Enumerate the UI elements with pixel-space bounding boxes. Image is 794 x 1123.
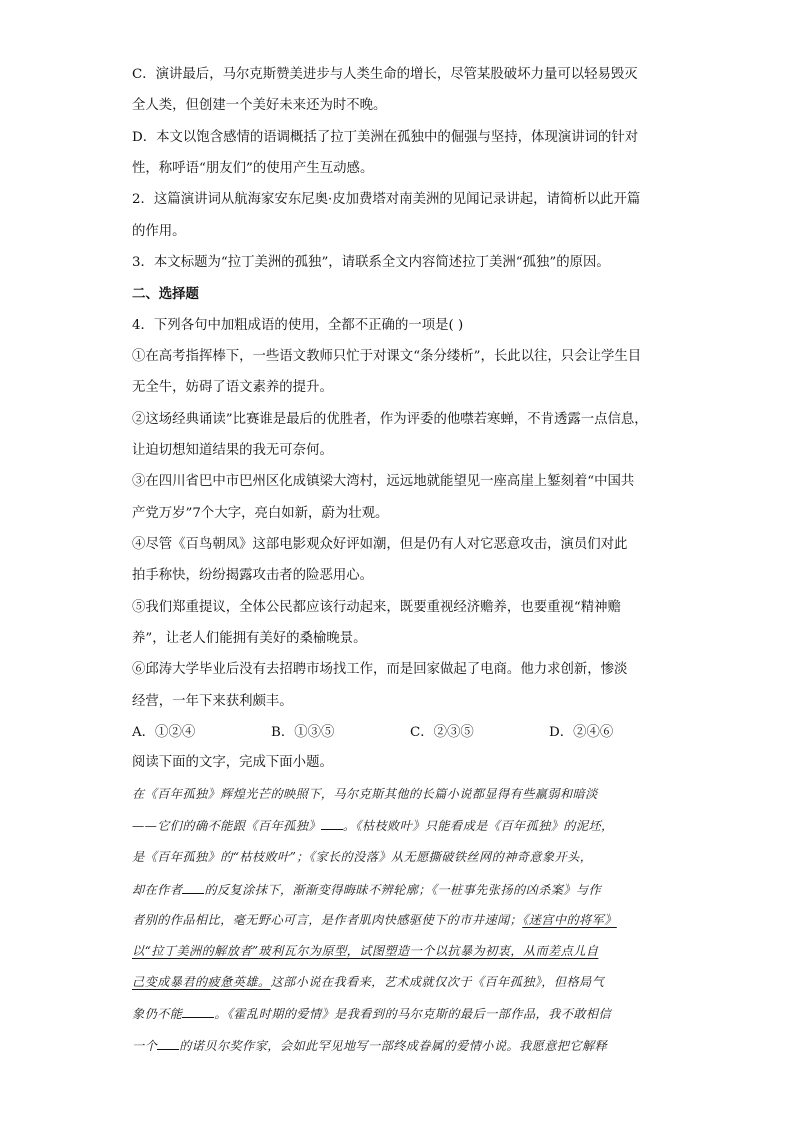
blank-2 (182, 880, 204, 894)
passage-line5 (132, 911, 672, 929)
q4-sentence1-line2: 无全牛，妨碍了语文素养的提升。 (132, 380, 333, 395)
q1-option-c-line1: C．演讲最后，马尔克斯赞美进步与人类生命的增长，尽管某股破坏力量可以轻易毁灭 (132, 67, 638, 82)
passage-line8 (132, 1004, 672, 1023)
passage-line8-a: 象仍不能 (132, 1007, 183, 1021)
passage-line1: 在《百年孤独》辉煌光芒的映照下，马尔克斯其他的长篇小说都显得有些羸弱和暗淡 (132, 787, 598, 801)
q4-sentence1-line1: ①在高考指挥棒下，一些语文教师只忙于对课文“条分缕析”，长此以往，只会让学生目 (132, 349, 642, 364)
passage-line7 (132, 973, 672, 991)
passage-line9-b: 的诺贝尔奖作家，会如此罕见地写一部终成眷属的爱情小说。我愿意把它解释 (179, 1039, 608, 1053)
passage-line9-a: 一个 (132, 1039, 158, 1053)
blank-4 (157, 1036, 179, 1050)
reading-intro: 阅读下面的文字，完成下面小题。 (132, 755, 333, 770)
q4-option-c[interactable]: C．②③⑤ (410, 725, 474, 740)
q1-option-c-line2: 全人类，但创建一个美好未来还为时不晚。 (132, 98, 387, 113)
q4-sentence5-line1: ⑤我们郑重提议，全体公民都应该行动起来，既要重视经济赡养，也要重视“精神赡 (132, 600, 621, 615)
q4-sentence2-line1: ②这场经典诵读”比赛谁是最后的优胜者，作为评委的他噤若寒蝉，不肯透露一点信息， (132, 412, 648, 427)
passage-line2-a: ——它们的确不能跟《百年孤独》 (132, 819, 321, 833)
passage-line3: 是《百年孤独》的“枯枝败叶”；《家长的没落》从无愿撕破铁丝网的神奇意象开头， (132, 850, 593, 864)
passage-line4-b: 的反复涂抹下，渐渐变得晦昧不辨轮廓；《一桩事先张扬的凶杀案》与作 (204, 883, 602, 897)
q4-sentence3-line2: 产党万岁”7个大字，亮白如新，蔚为壮观。 (132, 506, 389, 521)
q4-option-d[interactable]: D．②④⑥ (549, 725, 614, 740)
passage-line7-b: 这部小说在我看来，艺术成就仅次于《百年孤独》，但格局气 (270, 975, 605, 989)
q2-line2: 的作用。 (132, 224, 186, 239)
blank-1 (321, 816, 343, 830)
q2-line1: 2．这篇演讲词从航海家安东尼奥·皮加费塔对南美洲的见闻记录讲起，请简析以此开篇 (132, 192, 641, 207)
passage-line2 (132, 816, 672, 835)
q4-sentence5-line2: 养”，让老人们能拥有美好的桑榆晚景。 (132, 631, 367, 646)
passage-line7-underlined: 己变成暴君的疲惫英雄。 (132, 975, 271, 989)
passage-line5-a: 者别的作品相比，毫无野心可言，是作者肌肉快感驱使下的市井速闻； (132, 913, 523, 927)
q4-stem: 4．下列各句中加粗成语的使用，全都不正确的一项是( ) (132, 318, 464, 333)
q4-sentence4-line2: 拍手称快，纷纷揭露攻击者的险恶用心。 (132, 568, 374, 583)
passage-line8-b: 。《霍乱时期的爱情》是我看到的马尔克斯的最后一部作品，我不敢相信 (214, 1007, 612, 1021)
q4-option-a[interactable]: A．①②④ (132, 725, 196, 740)
passage-line2-b: 。《枯枝败叶》只能看成是《百年孤独》的泥坯， (342, 819, 614, 833)
q4-sentence6-line2: 经营，一年下来获利颇丰。 (132, 694, 293, 709)
passage-line9 (132, 1036, 672, 1055)
q3-line1: 3．本文标题为“拉丁美洲的孤独”，请联系全文内容简述拉丁美洲“孤独”的原因。 (132, 255, 610, 270)
q4-sentence6-line1: ⑥邱涛大学毕业后没有去招聘市场找工作，而是回家做起了电商。他力求创新，惨淡 (132, 662, 628, 677)
blank-3 (182, 1004, 214, 1018)
passage-line4-a: 却在作者 (132, 883, 183, 897)
passage-line5-underlined: 《迷宫中的将军》 (522, 913, 617, 927)
q4-sentence4-line1: ④尽管《百鸟朝凤》这部电影观众好评如潮，但是仍有人对它恶意攻击，演员们对此 (132, 537, 628, 552)
passage-line4 (132, 880, 672, 899)
q4-sentence2-line2: 让迫切想知道结果的我无可奈何。 (132, 443, 333, 458)
q4-option-b[interactable]: B．①③⑤ (271, 725, 335, 740)
section-heading: 二、选择题 (132, 286, 199, 302)
q1-option-d-line1: D．本文以饱含感情的语调概括了拉丁美洲在孤独中的倔强与坚持，体现演讲词的针对 (132, 130, 639, 145)
q1-option-d-line2: 性，称呼语“朋友们”的使用产生互动感。 (132, 161, 374, 176)
passage-line6: 以“拉丁美洲的解放者”玻利瓦尔为原型，试图塑造一个以抗暴为初衷，从而差点儿自 (132, 944, 599, 958)
q4-sentence3-line1: ③在四川省巴中市巴州区化成镇梁大湾村，远远地就能望见一座高崖上錾刻着“中国共 (132, 474, 635, 489)
